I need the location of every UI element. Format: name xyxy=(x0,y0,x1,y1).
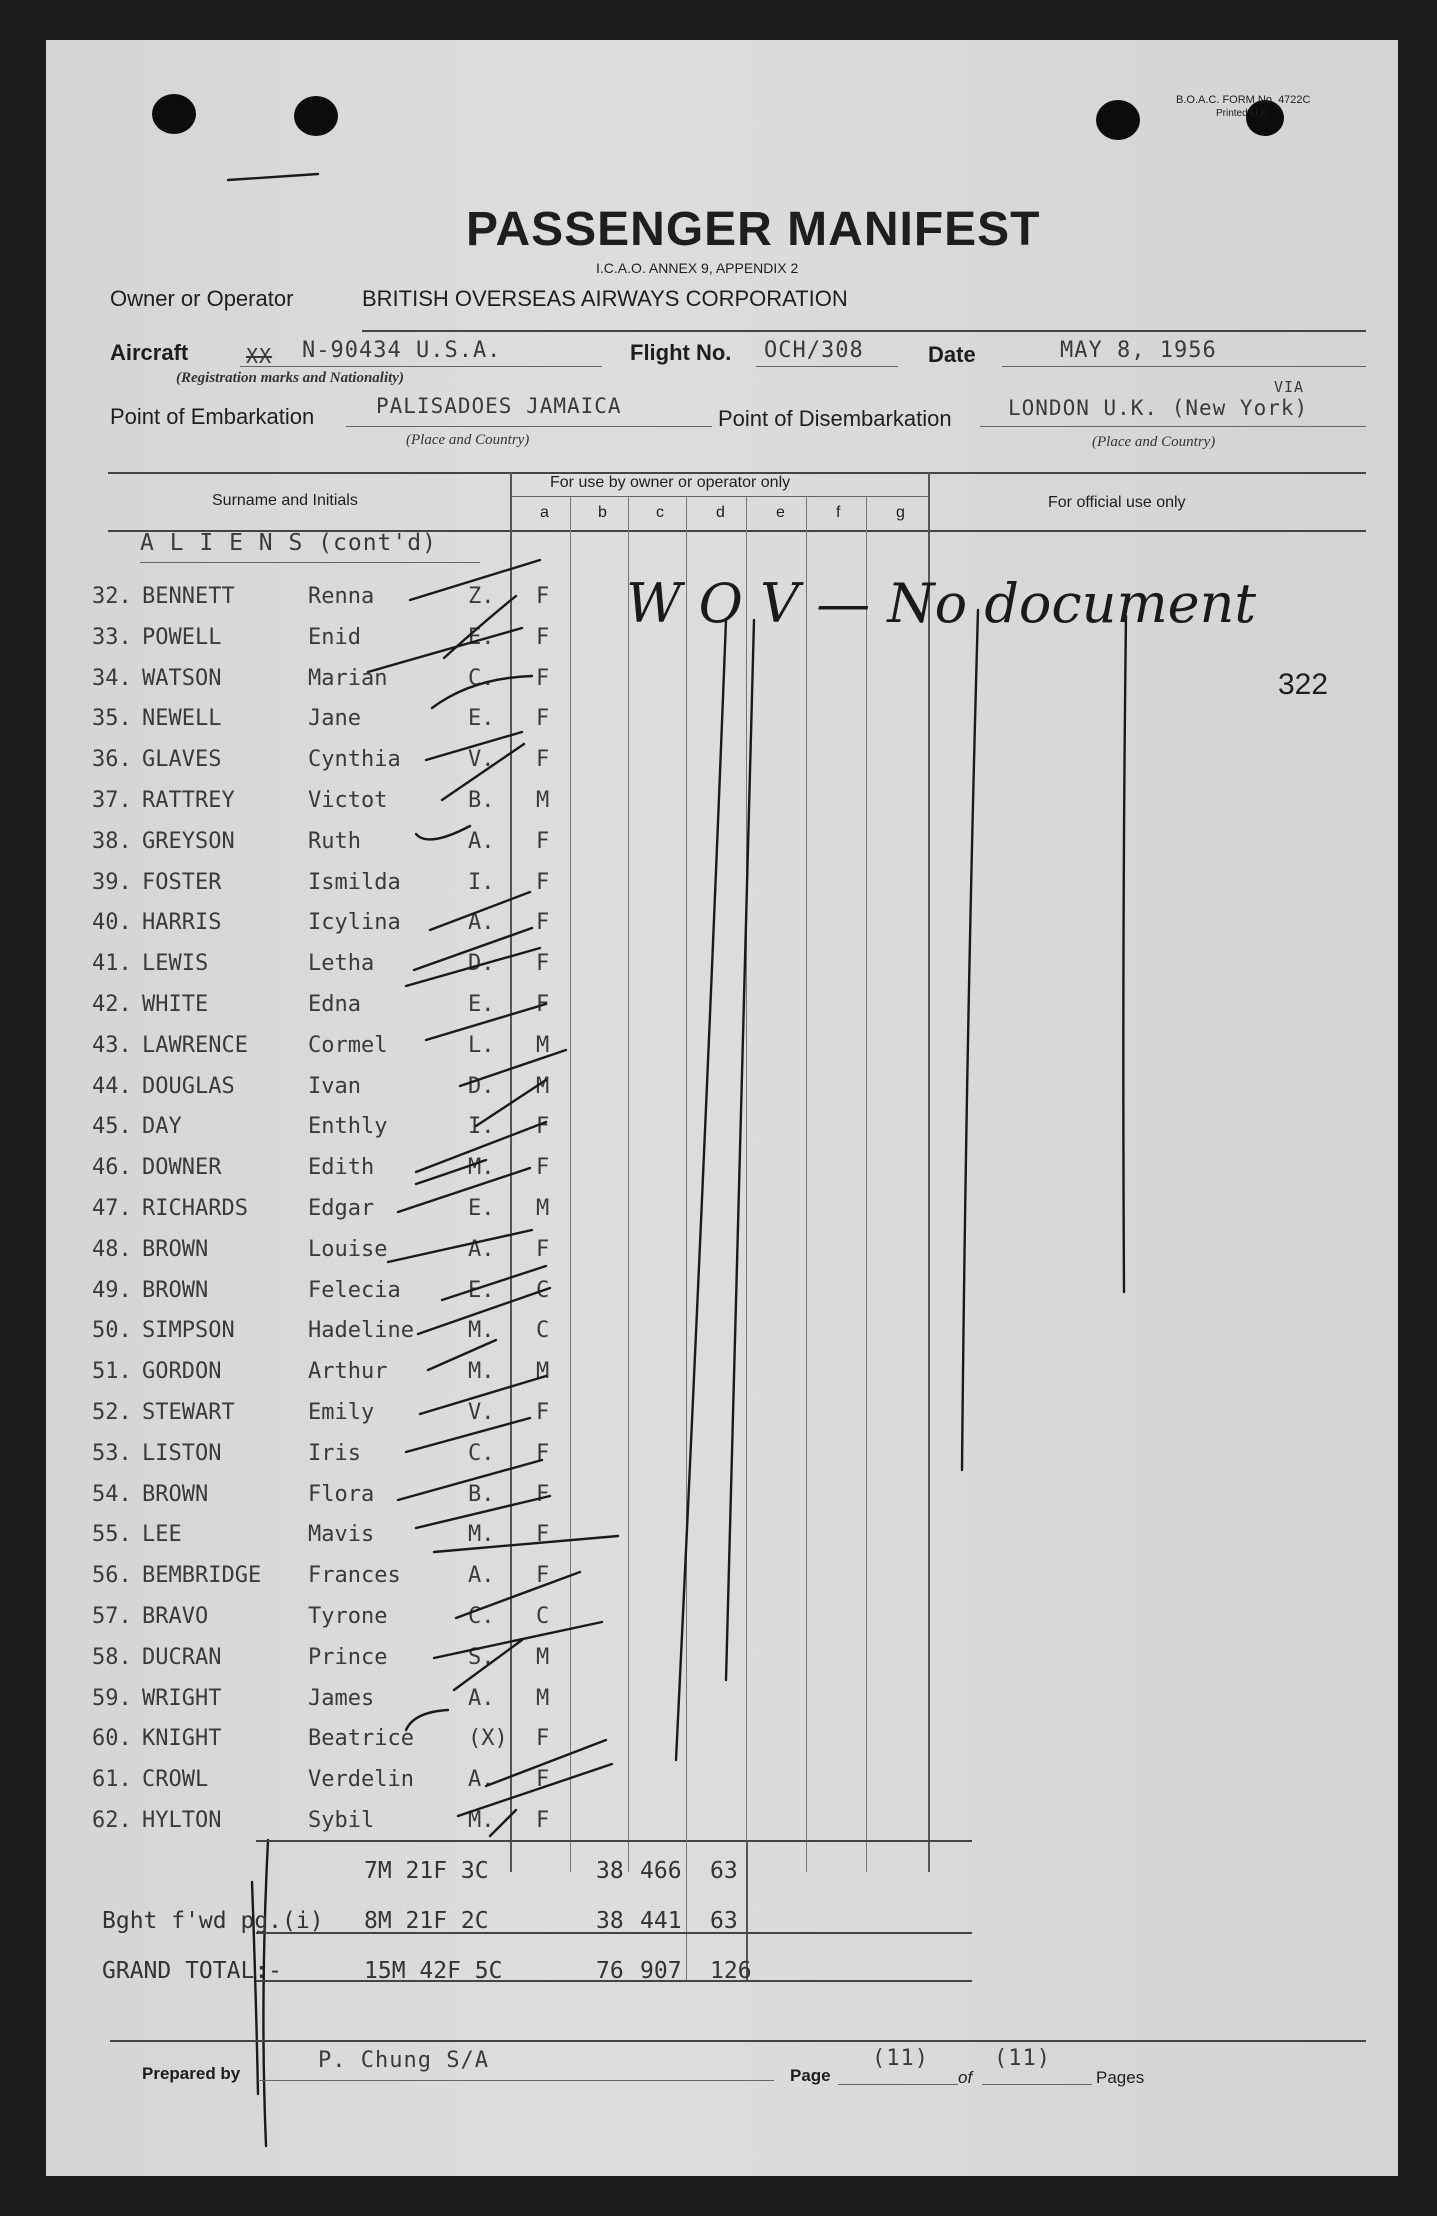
passenger-initial: E. xyxy=(468,1196,495,1221)
totals-col-d: 63 xyxy=(710,1858,738,1884)
passenger-initial: E. xyxy=(468,706,495,732)
passenger-initial: A. xyxy=(468,1563,495,1589)
passenger-surname: HARRIS xyxy=(142,910,222,936)
embarkation-value: PALISADOES JAMAICA xyxy=(376,394,622,418)
passenger-initial: M. xyxy=(468,1155,495,1181)
passenger-first-name: Hadeline xyxy=(308,1318,414,1344)
passenger-sex: F xyxy=(536,624,550,650)
passenger-number: 56. xyxy=(92,1563,132,1589)
passenger-sex: F xyxy=(536,584,550,609)
passenger-initial: A. xyxy=(468,1767,495,1793)
passenger-number: 60. xyxy=(92,1726,132,1752)
passenger-number: 35. xyxy=(92,706,132,732)
passenger-surname: BROWN xyxy=(142,1277,209,1303)
col-letter-b: b xyxy=(598,504,607,521)
passenger-surname: STEWART xyxy=(142,1400,235,1425)
totals-counts: 8M 21F 2C xyxy=(364,1908,489,1934)
passenger-number: 62. xyxy=(92,1808,132,1833)
passenger-sex: F xyxy=(536,910,550,936)
passenger-sex: C xyxy=(536,1604,550,1629)
passenger-first-name: Cormel xyxy=(308,1032,388,1058)
aircraft-struck: XX xyxy=(246,344,273,368)
passenger-surname: BEMBRIDGE xyxy=(142,1563,262,1589)
col-surname-header: Surname and Initials xyxy=(212,492,358,509)
passenger-number: 50. xyxy=(92,1318,132,1344)
passenger-first-name: Victot xyxy=(308,788,388,813)
passenger-first-name: Ismilda xyxy=(308,869,401,895)
manifest-sheet xyxy=(46,40,1398,2176)
passenger-sex: C xyxy=(536,1277,550,1303)
passenger-first-name: Beatrice xyxy=(308,1726,414,1752)
passenger-initial: A. xyxy=(468,1685,495,1711)
page-title: PASSENGER MANIFEST xyxy=(466,203,1041,256)
handwritten-strokes xyxy=(46,40,1398,2176)
passenger-surname: BROWN xyxy=(142,1481,209,1507)
passenger-initial: C. xyxy=(468,1604,495,1629)
passenger-surname: WHITE xyxy=(142,992,209,1017)
flight-label: Flight No. xyxy=(630,340,732,365)
passenger-surname: RICHARDS xyxy=(142,1196,248,1221)
passenger-surname: DAY xyxy=(142,1114,182,1140)
passenger-first-name: Edith xyxy=(308,1155,375,1181)
date-label: Date xyxy=(928,342,976,367)
disembarkation-label: Point of Disembarkation xyxy=(718,406,952,431)
passenger-number: 57. xyxy=(92,1604,132,1629)
passenger-first-name: Felecia xyxy=(308,1277,401,1303)
totals-col-c: 466 xyxy=(640,1858,682,1884)
passenger-initial: I. xyxy=(468,1114,495,1140)
passenger-number: 43. xyxy=(92,1032,132,1058)
passenger-number: 34. xyxy=(92,665,132,691)
passenger-first-name: Marian xyxy=(308,665,388,691)
page-value: (11) xyxy=(872,2046,929,2071)
totals-label: GRAND TOTAL:- xyxy=(102,1958,283,1984)
passenger-first-name: Letha xyxy=(308,951,375,977)
passenger-surname: LEWIS xyxy=(142,951,209,977)
passenger-initial: M. xyxy=(468,1359,495,1385)
passenger-surname: GORDON xyxy=(142,1359,222,1385)
passenger-number: 38. xyxy=(92,828,132,854)
passenger-sex: F xyxy=(536,992,550,1017)
totals-counts: 7M 21F 3C xyxy=(364,1858,489,1884)
passenger-initial: M. xyxy=(468,1318,495,1344)
passenger-number: 52. xyxy=(92,1400,132,1425)
col-official-header: For official use only xyxy=(1048,494,1186,511)
passenger-initial: E. xyxy=(468,624,495,650)
passenger-initial: A. xyxy=(468,828,495,854)
passenger-first-name: Mavis xyxy=(308,1522,375,1548)
passenger-number: 48. xyxy=(92,1236,132,1262)
totals-col-b: 38 xyxy=(596,1908,624,1934)
passenger-first-name: Tyrone xyxy=(308,1604,388,1629)
form-code: B.O.A.C. FORM No. 4722C xyxy=(1176,94,1311,106)
passenger-number: 51. xyxy=(92,1359,132,1385)
passenger-sex: F xyxy=(536,951,550,977)
col-letter-c: c xyxy=(656,504,664,521)
passenger-sex: M xyxy=(536,1685,550,1711)
passenger-initial: D. xyxy=(468,951,495,977)
totals-col-c: 907 xyxy=(640,1958,682,1984)
passenger-surname: HYLTON xyxy=(142,1808,222,1833)
passenger-number: 39. xyxy=(92,869,132,895)
totals-counts: 15M 42F 5C xyxy=(364,1958,503,1984)
passenger-first-name: Enid xyxy=(308,624,361,650)
aircraft-label: Aircraft xyxy=(110,340,189,365)
aircraft-value: N-90434 U.S.A. xyxy=(302,338,502,363)
stamp-number: 322 xyxy=(1278,668,1329,701)
totals-col-d: 63 xyxy=(710,1908,738,1934)
passenger-surname: LISTON xyxy=(142,1440,222,1466)
passenger-number: 45. xyxy=(92,1114,132,1140)
totals-col-b: 38 xyxy=(596,1858,624,1884)
passenger-first-name: Renna xyxy=(308,584,375,609)
passenger-first-name: Verdelin xyxy=(308,1767,414,1793)
passenger-surname: KNIGHT xyxy=(142,1726,222,1752)
passenger-number: 46. xyxy=(92,1155,132,1181)
passenger-sex: M xyxy=(536,1032,550,1058)
passenger-first-name: Iris xyxy=(308,1440,361,1466)
passenger-first-name: Ruth xyxy=(308,828,361,854)
embarkation-caption: (Place and Country) xyxy=(406,432,530,448)
totals-label: Bght f'wd pg.(i) xyxy=(102,1908,324,1934)
passenger-number: 61. xyxy=(92,1767,132,1793)
disembarkation-caption: (Place and Country) xyxy=(1092,434,1216,450)
passenger-initial: (X) xyxy=(468,1726,508,1752)
passenger-surname: LEE xyxy=(142,1522,182,1548)
passenger-surname: WATSON xyxy=(142,665,222,691)
of-label: of xyxy=(958,2068,973,2087)
passenger-number: 37. xyxy=(92,788,132,813)
passenger-first-name: James xyxy=(308,1685,375,1711)
owner-value: BRITISH OVERSEAS AIRWAYS CORPORATION xyxy=(362,286,848,311)
passenger-number: 54. xyxy=(92,1481,132,1507)
passenger-surname: RATTREY xyxy=(142,788,235,813)
passenger-initial: A. xyxy=(468,1236,495,1262)
passenger-number: 42. xyxy=(92,992,132,1017)
passenger-sex: F xyxy=(536,869,550,895)
passenger-surname: WRIGHT xyxy=(142,1685,222,1711)
totals-col-d: 126 xyxy=(710,1958,752,1984)
passenger-initial: I. xyxy=(468,869,495,895)
passenger-first-name: Prince xyxy=(308,1644,388,1670)
passenger-sex: F xyxy=(536,1114,550,1140)
passenger-surname: FOSTER xyxy=(142,869,222,895)
passenger-sex: M xyxy=(536,1073,550,1099)
passenger-initial: C. xyxy=(468,665,495,691)
passenger-first-name: Arthur xyxy=(308,1359,388,1385)
passenger-number: 58. xyxy=(92,1644,132,1670)
passenger-initial: V. xyxy=(468,1400,495,1425)
passenger-surname: SIMPSON xyxy=(142,1318,235,1344)
passenger-initial: B. xyxy=(468,788,495,813)
passenger-sex: C xyxy=(536,1318,550,1344)
embarkation-label: Point of Embarkation xyxy=(110,404,315,429)
passenger-sex: M xyxy=(536,788,550,813)
passenger-initial: S. xyxy=(468,1644,495,1670)
passenger-number: 59. xyxy=(92,1685,132,1711)
passenger-surname: POWELL xyxy=(142,624,222,650)
passenger-initial: B. xyxy=(468,1481,495,1507)
passenger-number: 47. xyxy=(92,1196,132,1221)
passenger-initial: E. xyxy=(468,1277,495,1303)
passenger-sex: M xyxy=(536,1644,550,1670)
passenger-sex: F xyxy=(536,747,550,773)
passenger-number: 44. xyxy=(92,1073,132,1099)
passenger-surname: LAWRENCE xyxy=(142,1032,248,1058)
form-printed: Printed U.K. xyxy=(1216,108,1270,119)
passenger-sex: F xyxy=(536,706,550,732)
passenger-number: 33. xyxy=(92,624,132,650)
flight-value: OCH/308 xyxy=(764,338,864,363)
passenger-initial: Z. xyxy=(468,584,495,609)
passenger-sex: M xyxy=(536,1196,550,1221)
passenger-number: 49. xyxy=(92,1277,132,1303)
handwritten-note: W O V — No document xyxy=(626,572,1257,635)
col-letter-f: f xyxy=(836,504,841,521)
passenger-sex: F xyxy=(536,1563,550,1589)
passenger-first-name: Icylina xyxy=(308,910,401,936)
passenger-sex: F xyxy=(536,1440,550,1466)
passenger-surname: DOUGLAS xyxy=(142,1073,235,1099)
col-letter-d: d xyxy=(716,504,725,521)
passenger-first-name: Cynthia xyxy=(308,747,401,773)
passenger-surname: GREYSON xyxy=(142,828,235,854)
passenger-first-name: Edgar xyxy=(308,1196,375,1221)
prepared-label: Prepared by xyxy=(142,2064,241,2083)
passenger-initial: E. xyxy=(468,992,495,1017)
owner-label: Owner or Operator xyxy=(110,286,294,311)
pages-label: Pages xyxy=(1096,2068,1145,2087)
passenger-first-name: Ivan xyxy=(308,1073,361,1099)
passenger-sex: F xyxy=(536,828,550,854)
totals-col-c: 441 xyxy=(640,1908,682,1934)
page-label: Page xyxy=(790,2066,831,2085)
passenger-first-name: Flora xyxy=(308,1481,375,1507)
passenger-surname: DUCRAN xyxy=(142,1644,222,1670)
passenger-number: 55. xyxy=(92,1522,132,1548)
passenger-initial: A. xyxy=(468,910,495,936)
passenger-surname: NEWELL xyxy=(142,706,222,732)
passenger-number: 41. xyxy=(92,951,132,977)
date-value: MAY 8, 1956 xyxy=(1060,338,1217,363)
passenger-surname: DOWNER xyxy=(142,1155,222,1181)
passenger-surname: GLAVES xyxy=(142,747,222,773)
passenger-sex: M xyxy=(536,1359,550,1385)
passenger-surname: BROWN xyxy=(142,1236,209,1262)
passenger-initial: C. xyxy=(468,1440,495,1466)
passenger-first-name: Frances xyxy=(308,1563,401,1589)
passenger-initial: L. xyxy=(468,1032,495,1058)
passenger-sex: F xyxy=(536,1155,550,1181)
passenger-number: 32. xyxy=(92,584,132,609)
passenger-number: 53. xyxy=(92,1440,132,1466)
passenger-sex: F xyxy=(536,665,550,691)
disembarkation-via: VIA xyxy=(1274,378,1305,396)
passenger-first-name: Jane xyxy=(308,706,361,732)
col-owner-use-header: For use by owner or operator only xyxy=(550,474,791,491)
aircraft-caption: (Registration marks and Nationality) xyxy=(176,370,404,386)
passenger-sex: F xyxy=(536,1481,550,1507)
passenger-sex: F xyxy=(536,1726,550,1752)
passenger-initial: M. xyxy=(468,1808,495,1833)
passenger-initial: V. xyxy=(468,747,495,773)
passenger-sex: F xyxy=(536,1400,550,1425)
passenger-surname: BENNETT xyxy=(142,584,235,609)
passenger-first-name: Sybil xyxy=(308,1808,375,1833)
passenger-surname: CROWL xyxy=(142,1767,209,1793)
passenger-number: 40. xyxy=(92,910,132,936)
passenger-sex: F xyxy=(536,1522,550,1548)
passenger-first-name: Emily xyxy=(308,1400,375,1425)
passenger-initial: D. xyxy=(468,1073,495,1099)
page-subtitle: I.C.A.O. ANNEX 9, APPENDIX 2 xyxy=(596,260,799,276)
totals-col-b: 76 xyxy=(596,1958,624,1984)
disembarkation-value: LONDON U.K. (New York) xyxy=(1008,396,1309,420)
of-value: (11) xyxy=(994,2046,1051,2071)
col-letter-g: g xyxy=(896,504,905,521)
passenger-first-name: Louise xyxy=(308,1236,388,1262)
passenger-number: 36. xyxy=(92,747,132,773)
col-letter-e: e xyxy=(776,504,785,521)
passenger-surname: BRAVO xyxy=(142,1604,209,1629)
col-letter-a: a xyxy=(540,504,549,521)
passenger-sex: F xyxy=(536,1767,550,1793)
passenger-first-name: Enthly xyxy=(308,1114,388,1140)
prepared-value: P. Chung S/A xyxy=(318,2048,489,2073)
passenger-first-name: Edna xyxy=(308,992,361,1017)
section-label: A L I E N S (cont'd) xyxy=(140,530,437,556)
passenger-sex: F xyxy=(536,1236,550,1262)
passenger-sex: F xyxy=(536,1808,550,1833)
passenger-initial: M. xyxy=(468,1522,495,1548)
